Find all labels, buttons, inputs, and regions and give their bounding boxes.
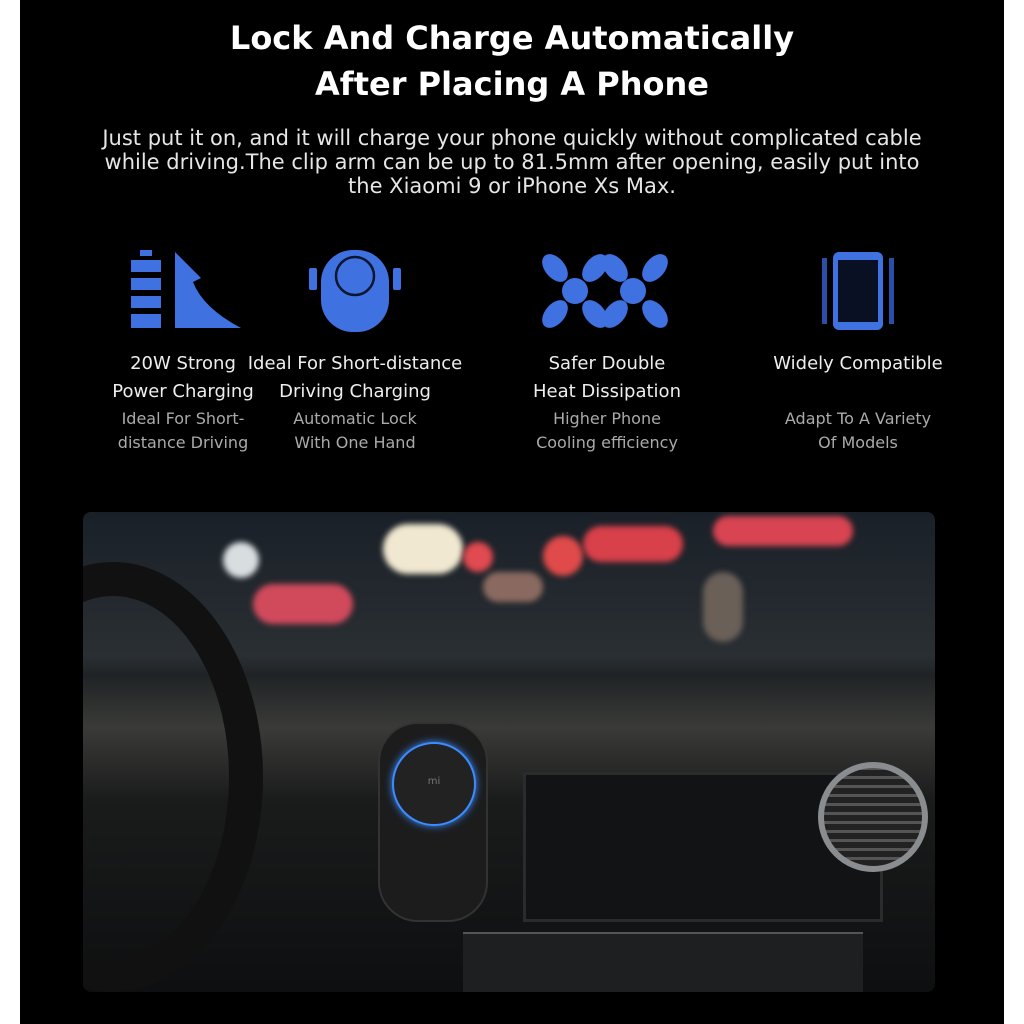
description-line: Just put it on, and it will charge your phone quickly without complicated cable	[102, 126, 922, 150]
feature-subtitle: Cooling efficiency	[536, 433, 678, 452]
car-mount-icon	[295, 248, 415, 334]
feature-subtitle: Automatic Lock	[293, 409, 417, 428]
description	[0, 126, 1024, 198]
feature-subtitle: With One Hand	[294, 433, 416, 452]
charger-ring	[392, 742, 476, 826]
feature-title: Power Charging	[112, 381, 254, 402]
feature-title: Driving Charging	[279, 381, 431, 402]
car-charger-mount	[378, 722, 488, 922]
air-vent	[818, 762, 928, 872]
feature-title: Widely Compatible	[773, 353, 943, 374]
description-line: while driving.The clip arm can be up to 81.5mm after opening, easily put into	[104, 150, 920, 174]
feature-title: Safer Double	[548, 353, 666, 374]
product-photo	[83, 512, 935, 992]
mi-logo: mi	[427, 776, 441, 787]
battery-power-icon	[123, 248, 243, 334]
feature-subtitle: Higher Phone	[553, 409, 661, 428]
heading-line-1: Lock And Charge Automatically	[229, 19, 795, 57]
heading-line-2: After Placing A Phone	[315, 65, 709, 103]
feature-subtitle: distance Driving	[117, 433, 249, 452]
feature-short-distance	[235, 248, 475, 455]
feature-heat-dissipation	[487, 248, 727, 455]
double-fan-icon	[537, 248, 677, 334]
feature-subtitle: Of Models	[818, 433, 898, 452]
feature-subtitle: Ideal For Short-	[121, 409, 245, 428]
steering-wheel	[83, 562, 263, 992]
description-line: the Xiaomi 9 or iPhone Xs Max.	[348, 174, 676, 198]
feature-title: 20W Strong	[130, 353, 236, 374]
feature-subtitle: Adapt To A Variety	[784, 409, 932, 428]
feature-compatible	[738, 248, 978, 455]
feature-title: Heat Dissipation	[533, 381, 681, 402]
phone-compatible-icon	[798, 248, 918, 334]
control-panel	[463, 932, 863, 992]
feature-title: Ideal For Short-distance	[247, 353, 463, 374]
